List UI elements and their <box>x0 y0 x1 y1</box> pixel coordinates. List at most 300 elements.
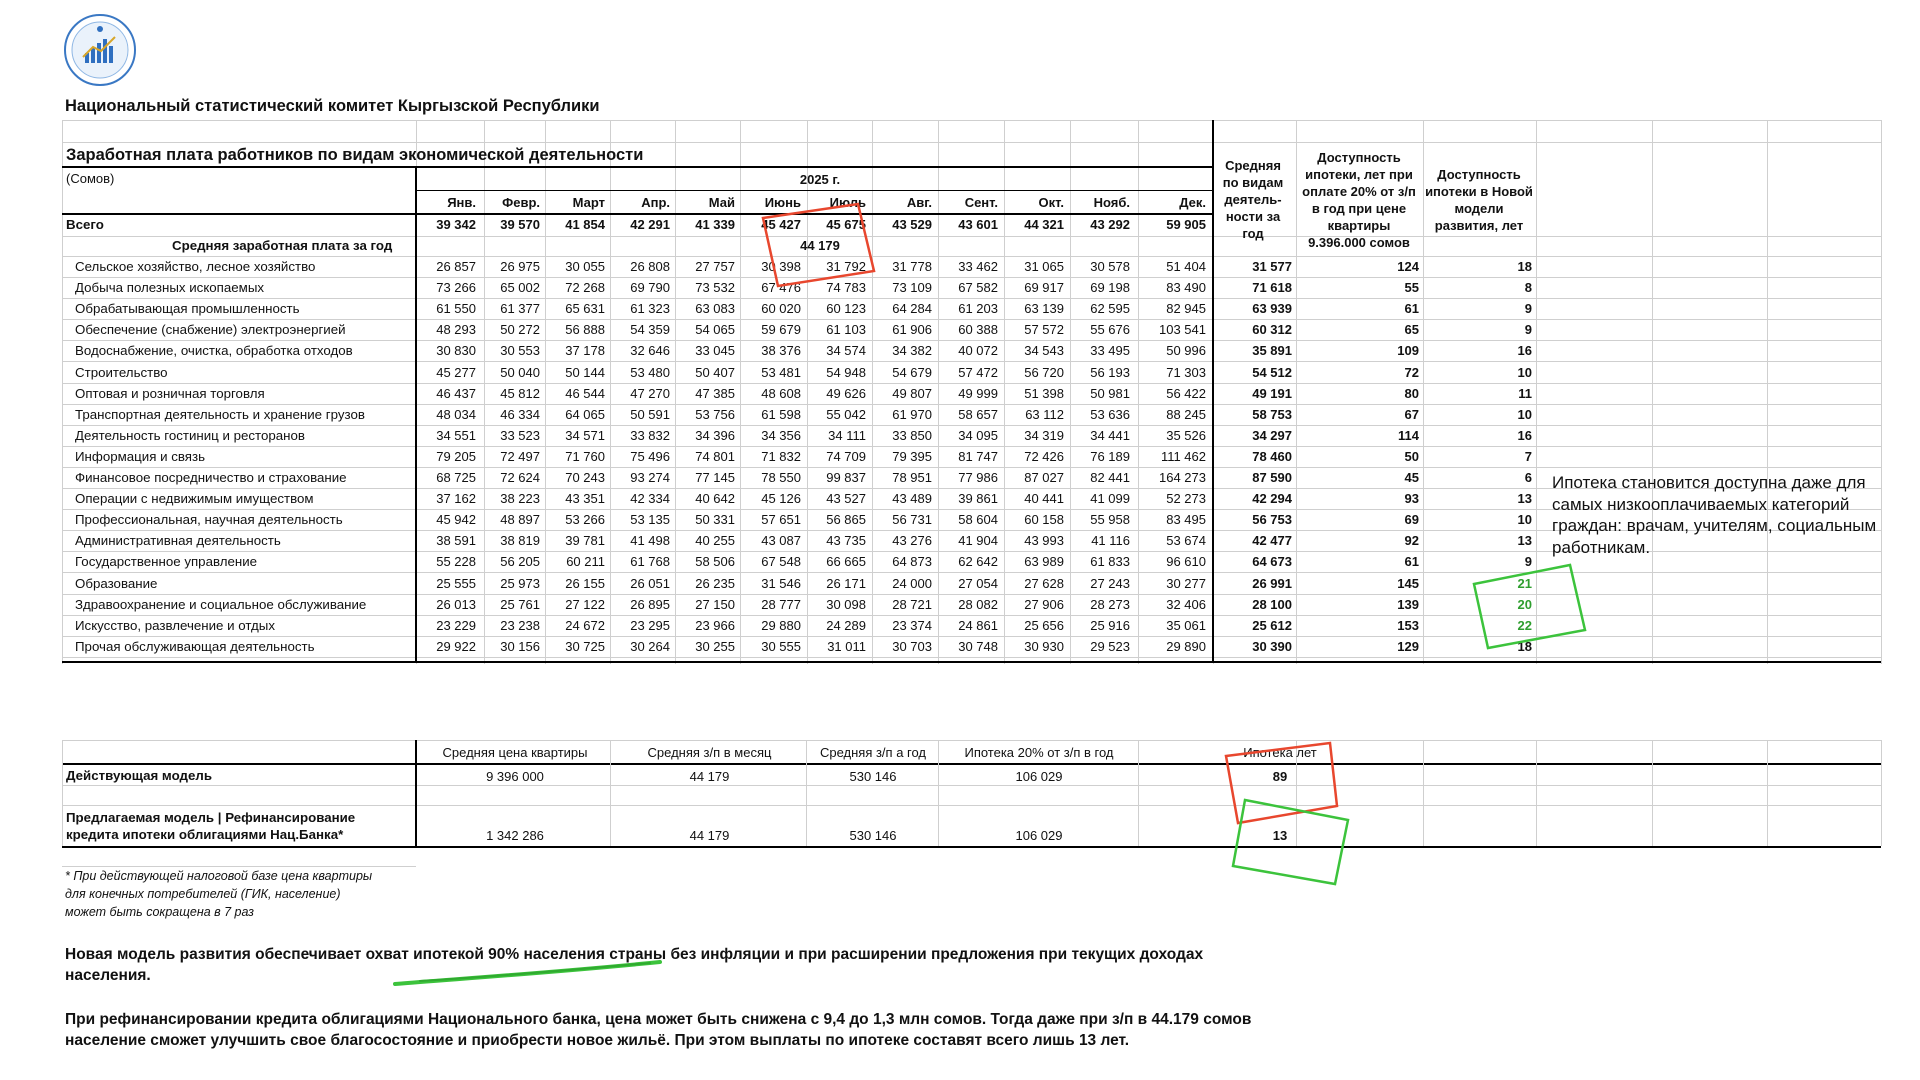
table-cell: 53 480 <box>630 364 670 380</box>
table-cell: 87 027 <box>1024 470 1064 485</box>
table-cell: 67 476 <box>761 280 801 296</box>
bt-header-price: Средняя цена квартиры <box>442 745 588 760</box>
table-cell: 60 123 <box>826 301 866 317</box>
month-header: Июль <box>829 195 866 210</box>
row-label: Обрабатывающая промышленность <box>75 301 300 317</box>
month-header: Окт. <box>1038 195 1064 210</box>
total-label: Всего <box>66 217 104 232</box>
new-model-cell: 10 <box>1517 364 1532 380</box>
table-cell: 74 709 <box>826 448 866 464</box>
table-cell: 27 054 <box>958 575 998 591</box>
new-model-cell: 21 <box>1517 575 1532 591</box>
row-label: Строительство <box>75 364 168 380</box>
avg-cell: 87 590 <box>1252 470 1292 485</box>
avg-cell: 78 460 <box>1252 448 1292 464</box>
avg-cell: 31 577 <box>1252 259 1292 274</box>
table-cell: 43 489 <box>892 491 932 507</box>
table-cell: 65 002 <box>500 280 540 296</box>
table-cell: 78 951 <box>892 470 932 485</box>
table-cell: 96 610 <box>1166 554 1206 570</box>
table-cell: 61 550 <box>436 301 476 317</box>
avg-cell: 25 612 <box>1252 617 1292 633</box>
years-cell: 61 <box>1404 554 1419 570</box>
table-cell: 53 135 <box>630 512 670 528</box>
table-cell: 63 989 <box>1024 554 1064 570</box>
table-cell: 47 270 <box>630 385 670 401</box>
table-cell: 34 095 <box>958 427 998 443</box>
table-cell: 34 543 <box>1024 343 1064 359</box>
table-cell: 83 495 <box>1166 512 1206 528</box>
table-cell: 34 319 <box>1024 427 1064 443</box>
table-cell: 30 156 <box>500 638 540 654</box>
footnote-line: * При действующей налоговой базе цена квартиры <box>65 869 373 883</box>
row-label: Операции с недвижимым имуществом <box>75 491 314 507</box>
new-model-cell: 7 <box>1524 448 1532 464</box>
table-cell: 27 243 <box>1090 575 1130 591</box>
total-cell: 42 291 <box>630 217 670 232</box>
table-cell: 61 103 <box>826 322 866 338</box>
table-cell: 26 051 <box>630 575 670 591</box>
table-cell: 28 082 <box>958 596 998 612</box>
table-cell: 60 211 <box>566 554 605 570</box>
new-model-cell: 13 <box>1517 491 1532 507</box>
table-cell: 34 574 <box>826 343 866 359</box>
table-cell: 47 385 <box>695 385 735 401</box>
table-cell: 40 642 <box>695 491 735 507</box>
table-cell: 71 760 <box>565 448 605 464</box>
table-cell: 76 189 <box>1090 448 1130 464</box>
avg-cell: 34 297 <box>1252 427 1292 443</box>
table-cell: 30 703 <box>892 638 932 654</box>
table-cell: 59 679 <box>761 322 801 338</box>
table-cell: 23 374 <box>892 617 932 633</box>
table-cell: 66 665 <box>826 554 866 570</box>
table-cell: 60 388 <box>958 322 998 338</box>
table-cell: 56 193 <box>1090 364 1130 380</box>
table-cell: 55 958 <box>1090 512 1130 528</box>
avg-cell: 56 753 <box>1252 512 1292 528</box>
years-cell: 145 <box>1397 575 1419 591</box>
table-cell: 73 532 <box>695 280 735 296</box>
table-cell: 30 055 <box>565 259 605 274</box>
table-cell: 49 626 <box>826 385 866 401</box>
years-cell: 67 <box>1404 406 1419 422</box>
table-cell: 24 672 <box>565 617 605 633</box>
years-cell: 72 <box>1404 364 1419 380</box>
table-title: Заработная плата работников по видам экономической деятельности <box>66 146 644 164</box>
total-cell: 45 427 <box>761 217 801 232</box>
table-cell: 37 162 <box>436 491 476 507</box>
table-cell: 33 850 <box>892 427 932 443</box>
table-cell: 43 527 <box>826 491 866 507</box>
row-label: Оптовая и розничная торговля <box>75 385 265 401</box>
table-cell: 25 761 <box>500 596 540 612</box>
table-cell: 25 555 <box>436 575 476 591</box>
years-cell: 129 <box>1397 638 1419 654</box>
bt-header-mortgage-years: Ипотека лет <box>1243 745 1317 760</box>
month-header: Февр. <box>502 195 540 210</box>
table-cell: 28 721 <box>892 596 932 612</box>
table-cell: 61 323 <box>630 301 670 317</box>
table-cell: 43 351 <box>565 491 605 507</box>
table-cell: 30 264 <box>630 638 670 654</box>
new-model-cell: 20 <box>1517 596 1532 612</box>
table-cell: 56 422 <box>1166 385 1206 401</box>
table-cell: 33 045 <box>695 343 735 359</box>
table-cell: 61 833 <box>1090 554 1130 570</box>
row-label: Прочая обслуживающая деятельность <box>75 638 315 654</box>
avg-cell: 26 991 <box>1252 575 1292 591</box>
table-cell: 31 011 <box>827 638 866 654</box>
years-cell: 124 <box>1397 259 1419 274</box>
table-cell: 31 065 <box>1024 259 1064 274</box>
table-cell: 50 407 <box>695 364 735 380</box>
current-price: 9 396 000 <box>486 769 544 784</box>
bt-header-salary-month: Средняя з/п в месяц <box>647 745 772 760</box>
green-highlight-new-model <box>1474 565 1585 648</box>
access-column-header: Доступность ипотеки, лет при оплате 20% от з/п в год при цене квартиры 9.396.000 сомов <box>1302 150 1416 250</box>
table-cell: 43 276 <box>892 533 932 549</box>
proposed-salary-month: 44 179 <box>689 828 730 843</box>
years-cell: 153 <box>1397 617 1419 633</box>
table-cell: 43 087 <box>761 533 801 549</box>
new-model-cell: 6 <box>1524 470 1532 485</box>
table-cell: 27 628 <box>1024 575 1064 591</box>
avg-cell: 58 753 <box>1252 406 1292 422</box>
table-cell: 26 895 <box>630 596 670 612</box>
table-cell: 55 676 <box>1090 322 1130 338</box>
table-cell: 61 906 <box>892 322 932 338</box>
month-header: Май <box>708 195 735 210</box>
table-cell: 40 072 <box>958 343 998 359</box>
table-cell: 33 832 <box>630 427 670 443</box>
table-cell: 30 255 <box>695 638 735 654</box>
total-cell: 39 570 <box>500 217 540 232</box>
table-cell: 34 396 <box>695 427 735 443</box>
avg-cell: 30 390 <box>1252 638 1292 654</box>
table-cell: 67 582 <box>958 280 998 296</box>
table-cell: 61 768 <box>630 554 670 570</box>
table-cell: 34 356 <box>761 427 801 443</box>
table-cell: 51 398 <box>1024 385 1064 401</box>
table-cell: 71 832 <box>761 448 801 464</box>
table-cell: 45 812 <box>500 385 540 401</box>
table-cell: 30 830 <box>436 343 476 359</box>
table-cell: 77 145 <box>695 470 735 485</box>
paragraph-line: населения. <box>65 967 151 984</box>
row-label: Водоснабжение, очистка, обработка отходов <box>75 343 353 359</box>
table-cell: 56 888 <box>565 322 605 338</box>
table-cell: 69 198 <box>1090 280 1130 296</box>
table-cell: 34 382 <box>892 343 932 359</box>
table-cell: 27 150 <box>695 596 735 612</box>
table-cell: 54 679 <box>892 364 932 380</box>
table-cell: 38 223 <box>500 491 540 507</box>
row-label: Здравоохранение и социальное обслуживание <box>75 596 367 612</box>
table-cell: 45 126 <box>761 491 801 507</box>
avg-cell: 64 673 <box>1252 554 1292 570</box>
table-cell: 99 837 <box>826 470 866 485</box>
avg-row-label: Средняя заработная плата за год <box>172 238 393 253</box>
table-cell: 60 020 <box>761 301 801 317</box>
current-mortgage-years: 89 <box>1272 769 1288 784</box>
avg-cell: 60 312 <box>1252 322 1292 338</box>
table-cell: 26 155 <box>565 575 605 591</box>
years-cell: 139 <box>1397 596 1419 612</box>
new-model-cell: 16 <box>1517 427 1532 443</box>
new-model-cell: 11 <box>1518 385 1532 401</box>
table-cell: 73 266 <box>436 280 476 296</box>
table-cell: 57 572 <box>1024 322 1064 338</box>
table-cell: 52 273 <box>1166 491 1206 507</box>
month-header: Нояб. <box>1093 195 1130 210</box>
table-cell: 31 778 <box>892 259 932 274</box>
table-cell: 61 598 <box>761 406 801 422</box>
footnote-line: для конечных потребителей (ГИК, население) <box>65 887 341 901</box>
table-cell: 77 986 <box>958 470 998 485</box>
row-label: Административная деятельность <box>75 533 281 549</box>
table-cell: 58 604 <box>958 512 998 528</box>
month-header: Сент. <box>964 195 998 210</box>
green-underline-stroke <box>420 963 650 981</box>
table-cell: 50 040 <box>500 364 540 380</box>
table-cell: 41 099 <box>1090 491 1130 507</box>
table-cell: 65 631 <box>565 301 605 317</box>
table-cell: 40 441 <box>1024 491 1064 507</box>
month-header: Апр. <box>641 195 670 210</box>
new-model-column-header: Доступность ипотеки в Новой модели развития, лет <box>1425 167 1533 233</box>
year-header: 2025 г. <box>799 172 841 187</box>
table-cell: 33 462 <box>958 259 998 274</box>
table-cell: 61 203 <box>958 301 998 317</box>
table-cell: 57 472 <box>958 364 998 380</box>
table-cell: 56 865 <box>826 512 866 528</box>
table-cell: 27 122 <box>565 596 605 612</box>
paragraph-line: Новая модель развития обеспечивает охват ипотекой 90% населения страны без инфляции и при расширении предложения при текущих доходах <box>65 946 1204 963</box>
table-cell: 60 158 <box>1024 512 1064 528</box>
table-cell: 78 550 <box>761 470 801 485</box>
row-label: Профессиональная, научная деятельность <box>75 512 343 528</box>
table-cell: 25 916 <box>1090 617 1130 633</box>
row-label: Искусство, развлечение и отдых <box>75 617 275 633</box>
years-cell: 65 <box>1404 322 1419 338</box>
table-cell: 26 171 <box>826 575 866 591</box>
avg-cell: 71 618 <box>1252 280 1292 296</box>
bt-header-salary-year: Средняя з/п а год <box>819 745 927 760</box>
table-cell: 29 523 <box>1090 638 1130 654</box>
table-cell: 24 861 <box>958 617 998 633</box>
table-cell: 73 109 <box>892 280 932 296</box>
table-cell: 63 112 <box>1025 406 1064 422</box>
green-highlight-proposed-years <box>1233 800 1348 884</box>
total-cell: 41 854 <box>565 217 605 232</box>
table-cell: 50 591 <box>630 406 670 422</box>
avg-cell: 35 891 <box>1252 343 1292 359</box>
table-cell: 72 426 <box>1024 448 1064 464</box>
new-model-cell: 18 <box>1517 259 1532 274</box>
table-cell: 74 801 <box>695 448 735 464</box>
table-cell: 82 945 <box>1166 301 1206 317</box>
total-cell: 39 342 <box>436 217 476 232</box>
table-cell: 69 917 <box>1024 280 1064 296</box>
total-cell: 45 675 <box>826 217 866 232</box>
paragraph-line: население сможет улучшить свое благосостояние и приобрести новое жильё. При этом выплаты по ипотеке составят всего лишь 13 лет. <box>65 1032 1130 1049</box>
proposed-price: 1 342 286 <box>486 828 544 843</box>
table-cell: 41 498 <box>630 533 670 549</box>
table-cell: 25 973 <box>500 575 540 591</box>
table-cell: 51 404 <box>1166 259 1206 274</box>
proposed-model-label-2: кредита ипотеки облигациями Нац.Банка* <box>66 827 344 842</box>
table-cell: 34 571 <box>565 427 605 443</box>
table-cell: 45 277 <box>436 364 476 380</box>
table-cell: 103 541 <box>1159 322 1206 338</box>
table-cell: 43 993 <box>1024 533 1064 549</box>
total-cell: 41 339 <box>695 217 735 232</box>
years-cell: 55 <box>1404 280 1419 296</box>
table-cell: 29 922 <box>436 638 476 654</box>
table-cell: 41 116 <box>1091 533 1130 549</box>
table-cell: 53 481 <box>761 364 801 380</box>
table-cell: 49 807 <box>892 385 932 401</box>
table-cell: 33 523 <box>500 427 540 443</box>
proposed-mortgage-20: 106 029 <box>1015 828 1063 843</box>
table-cell: 58 657 <box>958 406 998 422</box>
new-model-cell: 8 <box>1524 280 1532 296</box>
table-cell: 53 636 <box>1090 406 1130 422</box>
table-cell: 74 783 <box>826 280 866 296</box>
table-cell: 54 359 <box>630 322 670 338</box>
table-cell: 26 235 <box>695 575 735 591</box>
table-cell: 55 228 <box>436 554 476 570</box>
month-header: Март <box>572 195 605 210</box>
avg-cell: 42 294 <box>1252 491 1292 507</box>
table-cell: 43 735 <box>826 533 866 549</box>
current-mortgage-20: 106 029 <box>1015 769 1063 784</box>
avg-row-value: 44 179 <box>800 238 840 253</box>
avg-cell: 54 512 <box>1252 364 1292 380</box>
table-cell: 26 975 <box>500 259 540 274</box>
row-label: Сельское хозяйство, лесное хозяйство <box>75 259 316 274</box>
table-cell: 25 656 <box>1024 617 1064 633</box>
table-cell: 24 000 <box>892 575 932 591</box>
row-label: Добыча полезных ископаемых <box>75 280 265 296</box>
proposed-model-label-1: Предлагаемая модель | Рефинансирование <box>66 810 356 825</box>
unit-label: (Сомов) <box>66 171 115 186</box>
table-cell: 50 144 <box>565 364 605 380</box>
table-cell: 34 551 <box>436 427 476 443</box>
table-cell: 45 942 <box>436 512 476 528</box>
table-cell: 55 042 <box>826 406 866 422</box>
table-cell: 56 205 <box>500 554 540 570</box>
table-cell: 69 790 <box>630 280 670 296</box>
paragraph-line: При рефинансировании кредита облигациями Национального банка, цена может быть снижена с 9,4 до 1,3 млн сомов. Тогда даже при з/п в 44.179 сомов <box>65 1011 1252 1028</box>
organization-name: Национальный статистический комитет Кыргызской Республики <box>65 97 600 115</box>
years-cell: 93 <box>1404 491 1419 507</box>
table-cell: 26 857 <box>436 259 476 274</box>
table-cell: 93 274 <box>630 470 670 485</box>
table-cell: 46 334 <box>500 406 540 422</box>
table-cell: 61 970 <box>892 406 932 422</box>
total-cell: 43 292 <box>1090 217 1130 232</box>
table-cell: 62 642 <box>958 554 998 570</box>
table-cell: 30 555 <box>761 638 801 654</box>
new-model-cell: 16 <box>1517 343 1532 359</box>
table-cell: 23 966 <box>695 617 735 633</box>
table-cell: 50 331 <box>695 512 735 528</box>
table-cell: 57 651 <box>761 512 801 528</box>
table-cell: 32 646 <box>630 343 670 359</box>
table-cell: 33 495 <box>1090 343 1130 359</box>
table-cell: 72 624 <box>500 470 540 485</box>
current-model-label: Действующая модель <box>66 768 212 783</box>
table-cell: 30 578 <box>1090 259 1130 274</box>
table-cell: 54 065 <box>695 322 735 338</box>
new-model-cell: 18 <box>1517 638 1532 654</box>
table-cell: 62 595 <box>1090 301 1130 317</box>
avg-cell: 49 191 <box>1252 385 1292 401</box>
table-cell: 30 553 <box>500 343 540 359</box>
table-cell: 63 139 <box>1024 301 1064 317</box>
table-cell: 88 245 <box>1166 406 1206 422</box>
table-cell: 40 255 <box>695 533 735 549</box>
row-label: Информация и связь <box>75 448 206 464</box>
avg-cell: 63 939 <box>1252 301 1292 317</box>
table-cell: 35 061 <box>1166 617 1206 633</box>
table-cell: 38 819 <box>500 533 540 549</box>
table-cell: 28 273 <box>1090 596 1130 612</box>
table-cell: 34 441 <box>1090 427 1130 443</box>
table-cell: 41 904 <box>958 533 998 549</box>
footnote-line: может быть сокращена в 7 раз <box>65 905 254 919</box>
table-cell: 28 777 <box>761 596 801 612</box>
table-cell: 50 996 <box>1166 343 1206 359</box>
table-cell: 50 272 <box>500 322 540 338</box>
table-cell: 61 377 <box>500 301 540 317</box>
table-cell: 26 808 <box>630 259 670 274</box>
years-cell: 92 <box>1404 533 1419 549</box>
table-cell: 63 083 <box>695 301 735 317</box>
table-cell: 46 544 <box>565 385 605 401</box>
table-cell: 56 731 <box>892 512 932 528</box>
table-cell: 72 268 <box>565 280 605 296</box>
table-cell: 48 034 <box>436 406 476 422</box>
table-cell: 58 506 <box>695 554 735 570</box>
table-cell: 48 608 <box>761 385 801 401</box>
years-cell: 61 <box>1404 301 1419 317</box>
row-label: Финансовое посредничество и страхование <box>75 470 347 485</box>
table-cell: 29 890 <box>1166 638 1206 654</box>
proposed-mortgage-years: 13 <box>1272 828 1288 843</box>
row-label: Деятельность гостиниц и ресторанов <box>75 427 305 443</box>
new-model-cell: 9 <box>1524 322 1532 338</box>
table-cell: 42 334 <box>630 491 670 507</box>
table-cell: 50 981 <box>1090 385 1130 401</box>
row-label: Обеспечение (снабжение) электроэнергией <box>75 322 346 338</box>
table-cell: 30 930 <box>1024 638 1064 654</box>
table-cell: 39 861 <box>958 491 998 507</box>
current-salary-month: 44 179 <box>689 769 730 784</box>
table-cell: 79 395 <box>892 448 932 464</box>
table-cell: 27 906 <box>1024 596 1064 612</box>
table-cell: 56 720 <box>1024 364 1064 380</box>
new-model-cell: 9 <box>1524 301 1532 317</box>
years-cell: 50 <box>1404 448 1419 464</box>
table-cell: 72 497 <box>500 448 540 464</box>
years-cell: 69 <box>1404 512 1419 528</box>
table-cell: 48 897 <box>500 512 540 528</box>
table-cell: 64 065 <box>565 406 605 422</box>
side-note: Ипотека становится доступна даже для самых низкооплачиваемых категорий граждан: врачам, учителям, социальным работникам. <box>1552 473 1877 557</box>
